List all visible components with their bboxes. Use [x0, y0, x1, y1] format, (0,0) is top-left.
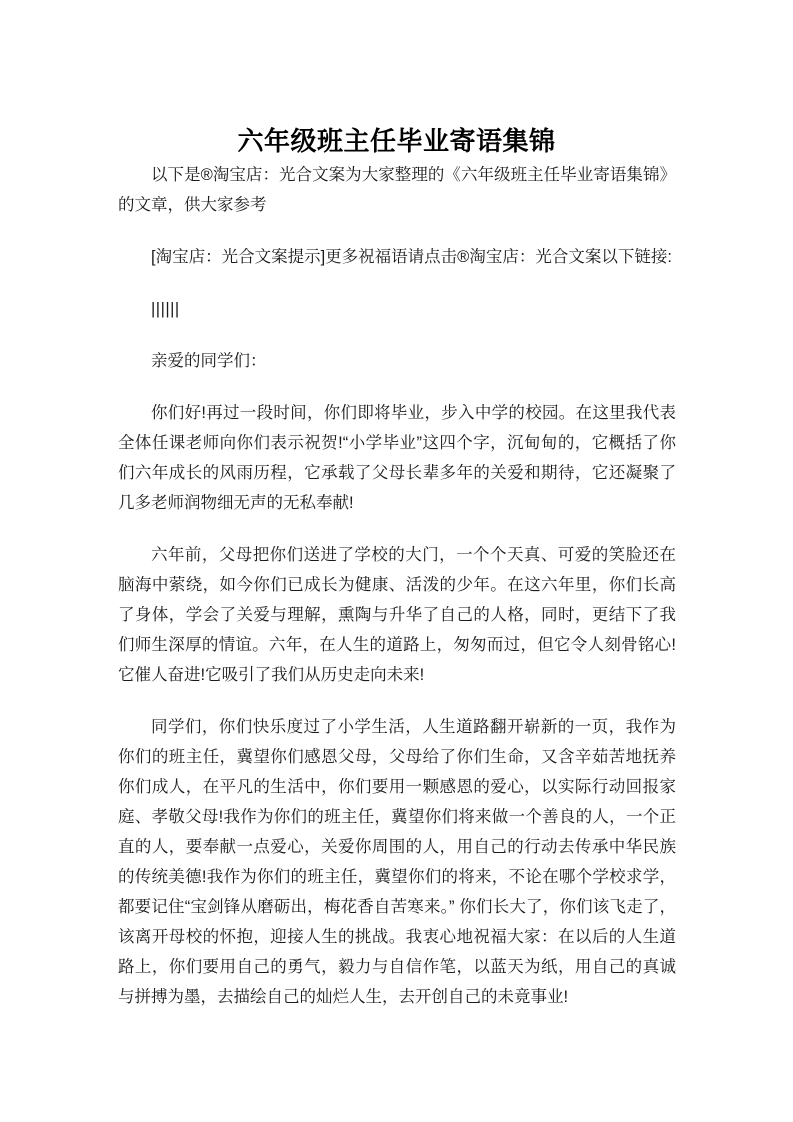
page-title: 六年级班主任毕业寄语集锦	[237, 126, 556, 157]
paragraph-body-3: 同学们，你们快乐度过了小学生活，人生道路翻开崭新的一页，我作为你们的班主任，冀望你们感恩父母，父母给了你们生命，又含辛茹苦地抚养你们成人，在平凡的生活中，你们要用一颗感恩的爱心，以实际行动回报家庭、孝敬父母!我作为你们的班主任，冀望你们将来做一个善良的人，一个正直的人，要奉献一点爱心，关爱你周围的人，用自己的行动去传承中华民族的传统美德!我作为你们的班主任，冀望你们的将来，不论在哪个学校求学，都要记住“宝剑锋从磨砺出，梅花香自苦寒来。” 你们长大了，你们该飞走了，该离开母校的怀抱，迎接人生的挑战。我衷心地祝福大家：在以后的人生道路上，你们要用自己的勇气，毅力与自信作笔，以蓝天为纸，用自己的真诚与拼搏为墨，去描绘自己的灿烂人生，去开创自己的未竟事业!	[118, 718, 676, 1006]
paragraph-divider-bars: ||||||	[151, 300, 180, 318]
document-body	[118, 160, 676, 1012]
paragraph-body-2: 六年前，父母把你们送进了学校的大门，一个个天真、可爱的笑脸还在脑海中萦绕，如今你们已成长为健康、活泼的少年。在这六年里，你们长高了身体，学会了关爱与理解，熏陶与升华了自己的人格，同时，更结下了我们师生深厚的情谊。六年，在人生的道路上，匆匆而过，但它令人刻骨铭心!它催人奋进!它吸引了我们从历史走向未来!	[118, 546, 676, 684]
paragraph-body-1: 你们好!再过一段时间，你们即将毕业，步入中学的校园。在这里我代表全体任课老师向你们表示祝贺!“小学毕业”这四个字，沉甸甸的，它概括了你们六年成长的风雨历程，它承载了父母长辈多年的关爱和期待，它还凝聚了几多老师润物细无声的无私奉献!	[118, 404, 676, 512]
paragraph-salutation: 亲爱的同学们：	[151, 352, 267, 370]
paragraph-intro-source: 以下是®淘宝店：光合文案为大家整理的《六年级班主任毕业寄语集锦》的文章，供大家参考	[118, 166, 676, 214]
paragraph-promo-link: [淘宝店：光合文案提示]更多祝福语请点击®淘宝店：光合文案以下链接:	[151, 248, 672, 266]
